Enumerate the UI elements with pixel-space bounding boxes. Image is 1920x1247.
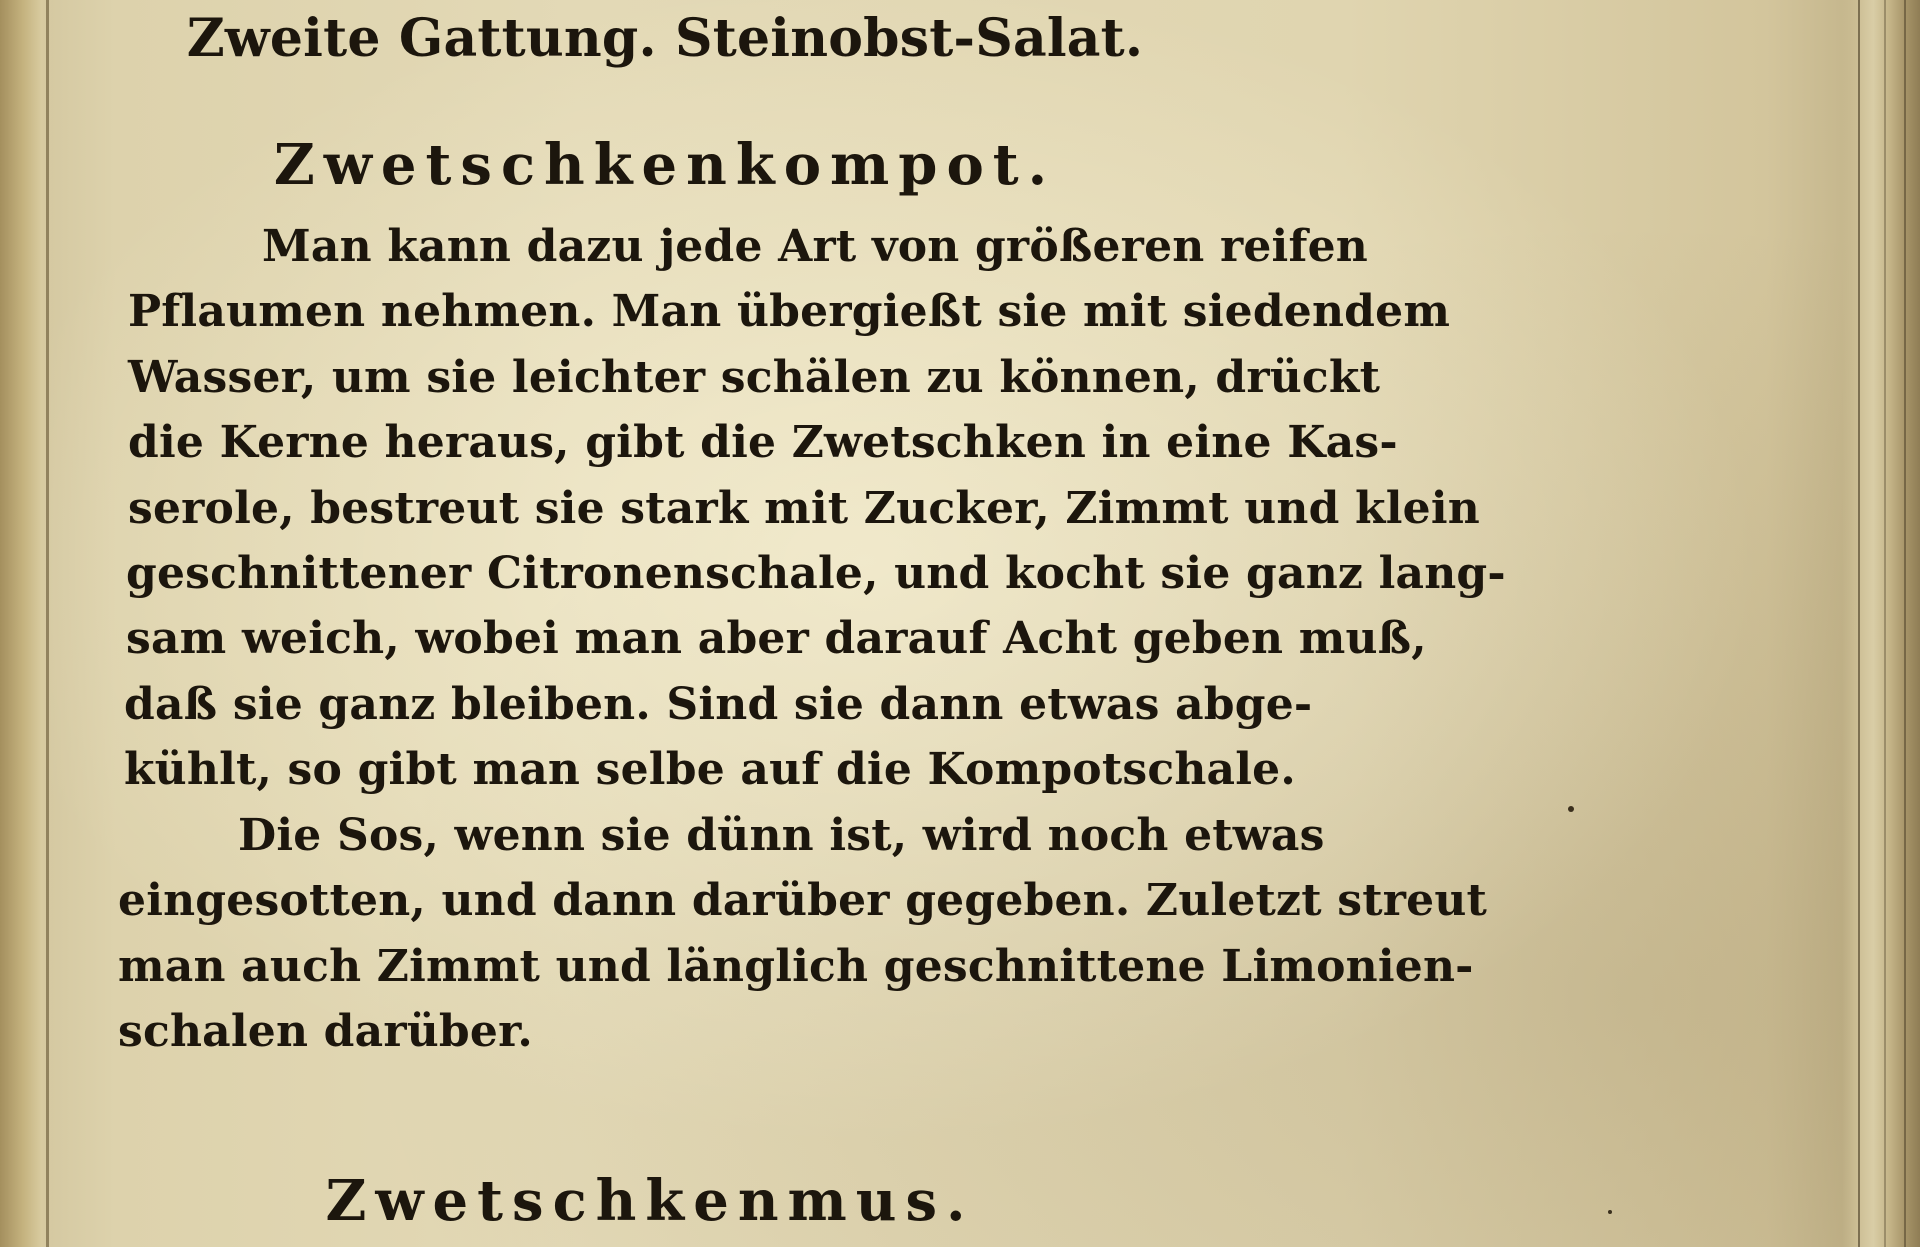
text-line: sam weich, wobei man aber darauf Acht geben muß, — [126, 613, 1427, 664]
text-line: Die Sos, wenn sie dünn ist, wird noch etwas — [238, 810, 1325, 861]
section-heading: Zweite Gattung. Steinobst-Salat. — [186, 8, 1144, 69]
ink-speck — [1608, 1210, 1612, 1214]
ink-speck — [1568, 806, 1574, 812]
text-line: Pflaumen nehmen. Man übergießt sie mit siedendem — [128, 286, 1451, 337]
page-edge — [1842, 0, 1920, 1247]
page-edge-line — [1884, 0, 1886, 1247]
recipe-title: Zwetschkenmus. — [325, 1168, 975, 1234]
text-line: geschnittener Citronenschale, und kocht sie ganz lang- — [126, 548, 1506, 599]
text-line: Wasser, um sie leichter schälen zu können, drückt — [128, 352, 1381, 403]
text-line: die Kerne heraus, gibt die Zwetschken in eine Kas- — [128, 417, 1398, 468]
page-edge-line — [1904, 0, 1906, 1247]
text-line: serole, bestreut sie stark mit Zucker, Zimmt und klein — [128, 483, 1480, 534]
text-line: schalen darüber. — [118, 1006, 533, 1057]
text-line: man auch Zimmt und länglich geschnittene Limonien- — [118, 941, 1474, 992]
text-line: kühlt, so gibt man selbe auf die Kompotschale. — [124, 744, 1296, 795]
text-line: daß sie ganz bleiben. Sind sie dann etwas abge- — [124, 679, 1313, 730]
text-line: Man kann dazu jede Art von größeren reifen — [262, 221, 1368, 272]
recipe-title: Zwetschkenkompot. — [273, 132, 1057, 198]
text-line: eingesotten, und dann darüber gegeben. Zuletzt streut — [118, 875, 1488, 926]
page-edge-line — [1858, 0, 1860, 1247]
